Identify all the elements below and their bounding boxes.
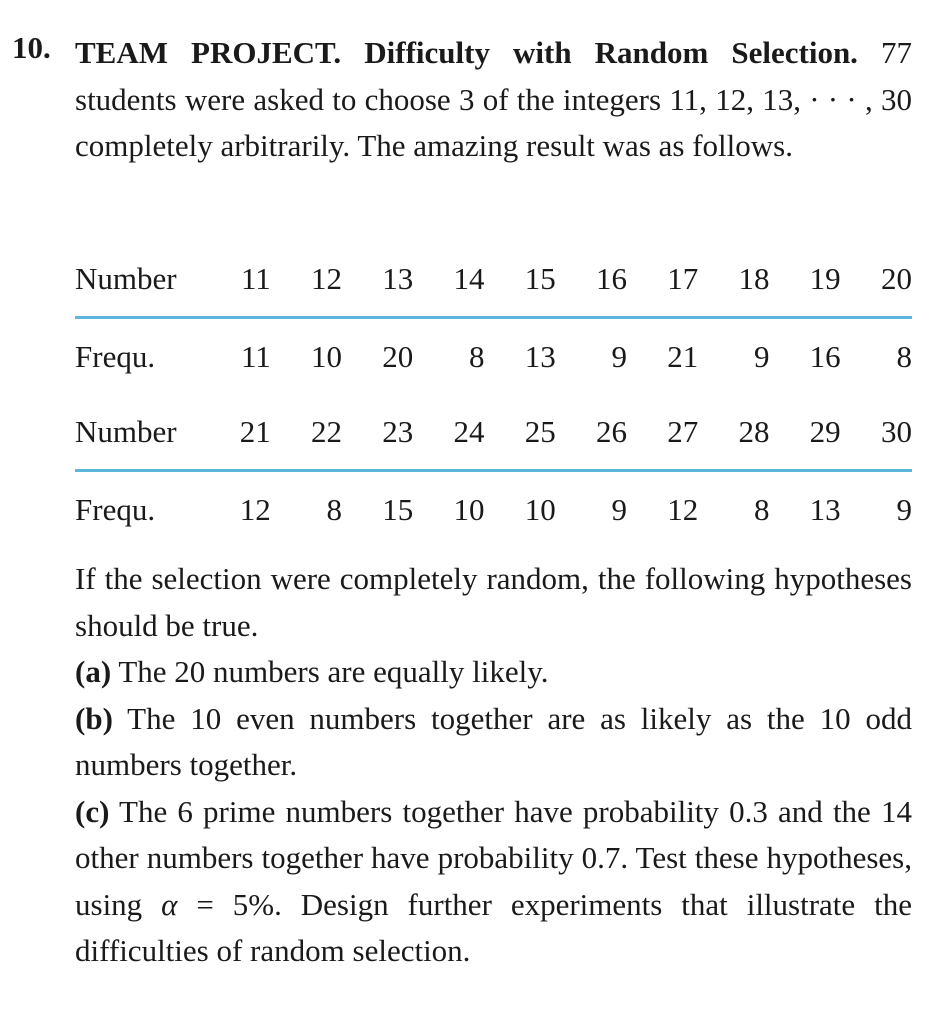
row-label: Number bbox=[75, 395, 200, 471]
frequency-table bbox=[75, 242, 912, 548]
table-cell: 11 bbox=[200, 242, 271, 318]
table-cell: 8 bbox=[326, 492, 343, 527]
problem-title: TEAM PROJECT. Difficulty with Random Selection. bbox=[75, 35, 858, 70]
table-cell: 16 bbox=[809, 339, 841, 374]
table-cell: 20 bbox=[382, 339, 414, 374]
table-cell: 8 bbox=[469, 339, 485, 374]
number-row bbox=[75, 242, 912, 318]
table-cell: 9 bbox=[896, 492, 912, 527]
row-label: Frequ. bbox=[75, 339, 156, 374]
table-cell: 9 bbox=[611, 492, 627, 527]
table-cell: 28 bbox=[698, 395, 769, 471]
table-cell: 13 bbox=[342, 242, 413, 318]
label-c: (c) bbox=[75, 793, 110, 829]
alpha-symbol: α bbox=[161, 886, 178, 922]
table-cell: 15 bbox=[382, 492, 414, 527]
text-c2: = 5%. Design further experiments that illustrate the difficulties of random selection. bbox=[75, 886, 912, 968]
table-cell: 11 bbox=[240, 339, 271, 374]
table-cell: 26 bbox=[556, 395, 627, 471]
table-cell: 9 bbox=[611, 339, 627, 374]
number-row bbox=[75, 395, 912, 471]
table-cell: 16 bbox=[556, 242, 627, 318]
label-b: (b) bbox=[75, 700, 113, 736]
table-cell: 10 bbox=[524, 492, 556, 527]
table-cell: 22 bbox=[271, 395, 342, 471]
text-b: The 10 even numbers together are as likely as the 10 odd numbers together. bbox=[75, 700, 912, 782]
lead-text: If the selection were completely random, the following hypotheses should be true. bbox=[75, 561, 912, 643]
text-c: The 6 prime numbers together have probability 0.3 and the 14 other numbers together have probability 0.7. Test these hypotheses, using bbox=[75, 793, 912, 922]
table-cell: 8 bbox=[753, 492, 770, 527]
frequency-row bbox=[75, 471, 912, 549]
table-cell: 13 bbox=[809, 492, 841, 527]
table-cell: 12 bbox=[667, 492, 699, 527]
table-cell: 18 bbox=[698, 242, 769, 318]
table-cell: 23 bbox=[342, 395, 413, 471]
table-cell: 17 bbox=[627, 242, 698, 318]
text-a: The 20 numbers are equally likely. bbox=[111, 654, 549, 689]
table-cell: 27 bbox=[627, 395, 698, 471]
table-cell: 12 bbox=[239, 492, 271, 527]
table-cell: 12 bbox=[271, 242, 342, 318]
table-cell: 14 bbox=[413, 242, 484, 318]
table-cell: 30 bbox=[841, 395, 912, 471]
problem-number: 10. bbox=[12, 30, 51, 65]
table-cell: 24 bbox=[413, 395, 484, 471]
table-cell: 13 bbox=[524, 339, 556, 374]
label-a: (a) bbox=[75, 654, 112, 689]
table-cell: 29 bbox=[769, 395, 840, 471]
intro-text: 77 students were asked to choose 3 of the integers 11, 12, 13, · · · , 30 completely arbitrarily. The amazing result was as follows. bbox=[75, 35, 912, 163]
table-cell: 8 bbox=[896, 339, 912, 374]
problem-intro bbox=[75, 30, 912, 170]
table-cell: 19 bbox=[769, 242, 840, 318]
table-cell: 9 bbox=[753, 339, 770, 374]
problem-body bbox=[75, 556, 912, 975]
row-label: Frequ. bbox=[75, 492, 156, 527]
table-cell: 21 bbox=[200, 395, 271, 471]
row-label: Number bbox=[75, 242, 200, 318]
hypothesis-c bbox=[75, 789, 912, 975]
frequency-row bbox=[75, 318, 912, 396]
table-cell: 10 bbox=[311, 339, 343, 374]
table-cell: 25 bbox=[485, 395, 556, 471]
table-cell: 21 bbox=[667, 339, 699, 374]
hypothesis-a bbox=[75, 649, 912, 696]
table-cell: 10 bbox=[453, 492, 485, 527]
table-cell: 15 bbox=[485, 242, 556, 318]
table-cell: 20 bbox=[841, 242, 912, 318]
hypothesis-b bbox=[75, 696, 912, 789]
